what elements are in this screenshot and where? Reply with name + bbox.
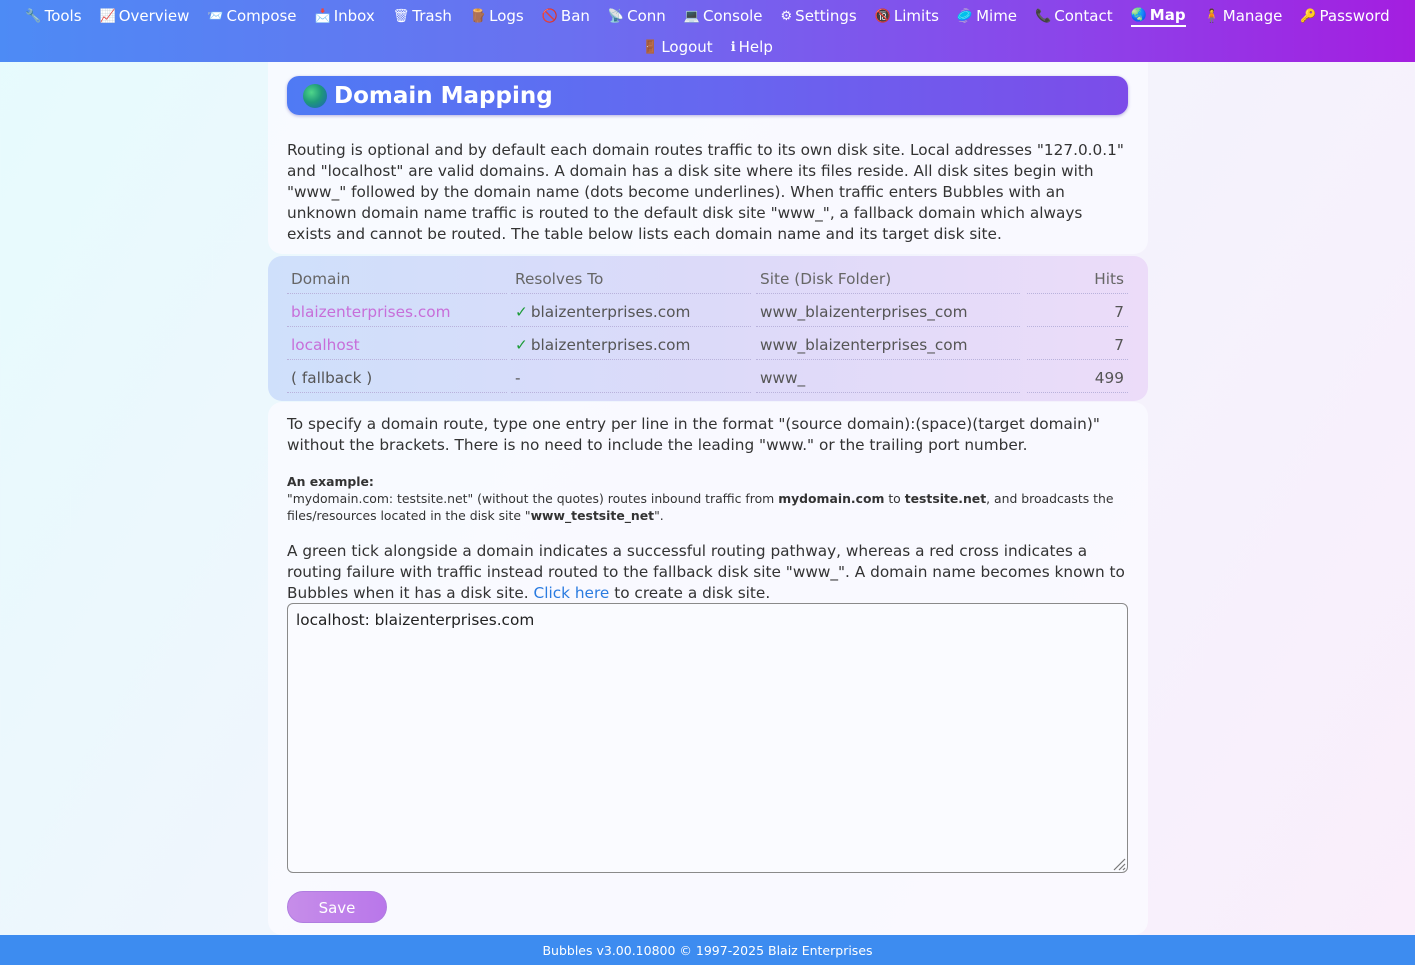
satellite-icon: 📡 — [607, 8, 625, 24]
nav-label: Conn — [627, 7, 666, 25]
nav-row-main — [0, 5, 1415, 27]
globe-icon — [303, 84, 327, 108]
resolves-value: blaizenterprises.com — [530, 336, 691, 354]
example-block — [287, 473, 1129, 524]
example-text — [287, 490, 1129, 524]
disc-icon: 🥏 — [956, 8, 974, 24]
explanation-tail: to create a disk site. — [609, 584, 771, 602]
nav-overview[interactable] — [100, 5, 190, 27]
site-cell: www_blaizenterprises_com — [756, 297, 1020, 327]
nav-manage[interactable] — [1204, 5, 1283, 27]
nav-label: Logs — [489, 7, 524, 25]
hits-cell: 7 — [1027, 297, 1128, 327]
table-row — [287, 330, 1128, 363]
nav-logout[interactable] — [642, 36, 713, 58]
domain-table — [287, 264, 1128, 396]
example-part: to — [884, 491, 905, 506]
ban-icon: 🚫 — [541, 8, 558, 24]
nav-label: Ban — [560, 7, 590, 25]
nav-tools[interactable] — [25, 5, 81, 27]
log-icon: 🪵 — [469, 8, 487, 24]
nav-label: Logout — [661, 38, 713, 56]
footer: Bubbles v3.00.10800 © 1997-2025 Blaiz Enterprises — [0, 935, 1415, 965]
nav-logs[interactable] — [470, 5, 524, 27]
nav-label: Help — [738, 38, 773, 56]
resolves-value: blaizenterprises.com — [530, 303, 691, 321]
example-source: mydomain.com — [778, 491, 885, 506]
instructions-text: To specify a domain route, type one entry per line in the format "(source domain):(space)(target domain)" without the brackets. There is no need to include the leading "www." or the trailing port number. — [287, 415, 1100, 454]
example-target: testsite.net — [904, 491, 987, 506]
table-row — [287, 363, 1128, 396]
routes-textarea[interactable] — [287, 603, 1128, 873]
explanation-text — [287, 541, 1129, 604]
example-part: , and broadcasts the files/resources located in the disk site " — [287, 491, 1114, 523]
save-button[interactable]: Save — [287, 891, 387, 923]
nav-label: Settings — [795, 7, 857, 25]
header-hits: Hits — [1027, 264, 1128, 294]
resolves-cell: - — [511, 363, 751, 393]
nav-ban[interactable] — [542, 5, 590, 27]
laptop-icon: 💻 — [683, 8, 700, 24]
domain-cell: ( fallback ) — [287, 363, 507, 393]
resize-grip-icon[interactable] — [1110, 855, 1126, 871]
compose-icon: 📨 — [207, 8, 224, 24]
page-title: Domain Mapping — [334, 82, 553, 109]
limit-icon: 🔞 — [874, 8, 891, 24]
key-icon: 🔑 — [1300, 8, 1317, 24]
nav-label: Map — [1149, 6, 1186, 24]
nav-label: Inbox — [333, 7, 375, 25]
header-resolves: Resolves To — [511, 264, 751, 294]
hits-cell: 7 — [1027, 330, 1128, 360]
nav-label: Limits — [893, 7, 939, 25]
resolves-cell — [511, 297, 751, 327]
nav-mime[interactable] — [957, 5, 1017, 27]
globe-icon: 🌏 — [1130, 7, 1147, 23]
hits-cell: 499 — [1027, 363, 1128, 393]
nav-map[interactable] — [1131, 5, 1186, 27]
nav-row-secondary — [0, 36, 1415, 58]
nav-inbox[interactable] — [315, 5, 375, 27]
nav-label: Trash — [412, 7, 452, 25]
nav-settings[interactable] — [781, 5, 857, 27]
chart-icon: 📈 — [99, 8, 116, 24]
header-site: Site (Disk Folder) — [756, 264, 1020, 294]
nav-label: Contact — [1054, 7, 1113, 25]
example-part: "mydomain.com: testsite.net" (without the quotes) routes inbound traffic from — [287, 491, 779, 506]
nav-conn[interactable] — [608, 5, 666, 27]
check-icon: ✓ — [515, 336, 528, 354]
nav-label: Manage — [1222, 7, 1283, 25]
nav-label: Compose — [226, 7, 297, 25]
nav-label: Console — [702, 7, 763, 25]
header-domain: Domain — [287, 264, 507, 294]
site-cell: www_blaizenterprises_com — [756, 330, 1020, 360]
domain-cell — [287, 297, 507, 327]
nav-label: Overview — [118, 7, 190, 25]
intro-text: Routing is optional and by default each domain routes traffic to its own disk site. Local addresses "127.0.0.1" and "localhost" are valid domains. A domain has a disk site where its files reside. All disk sites begin with "www_" followed by the domain name (dots become underlines). When traffic enters Bubbles with an unknown domain name traffic is routed to the default disk site "www_", a fallback domain which always exists and cannot be routed. The table below lists each domain name and its target disk site. — [287, 141, 1124, 243]
nav-help[interactable] — [731, 36, 773, 58]
top-nav — [0, 0, 1415, 62]
info-icon: ℹ — [730, 39, 736, 55]
check-icon: ✓ — [515, 303, 528, 321]
nav-label: Mime — [976, 7, 1018, 25]
door-icon: 🚪 — [642, 39, 659, 55]
table-row — [287, 297, 1128, 330]
nav-limits[interactable] — [875, 5, 939, 27]
example-site: www_testsite_net — [530, 508, 655, 523]
nav-password[interactable] — [1300, 5, 1389, 27]
person-icon: 🧍 — [1203, 8, 1220, 24]
site-cell: www_ — [756, 363, 1020, 393]
domain-link[interactable]: localhost — [291, 336, 360, 354]
table-header — [287, 264, 1128, 297]
create-disk-site-link[interactable]: Click here — [533, 584, 610, 602]
resolves-cell — [511, 330, 751, 360]
nav-console[interactable] — [684, 5, 763, 27]
explanation-body: A green tick alongside a domain indicates a successful routing pathway, whereas a red cross indicates a routing failure with traffic instead routed to the fallback disk site "www_". A domain name becomes known to Bubbles when it has a disk site. — [287, 542, 1125, 602]
example-heading: An example: — [287, 474, 374, 489]
domain-link[interactable]: blaizenterprises.com — [291, 303, 451, 321]
nav-trash[interactable] — [393, 5, 452, 27]
phone-icon: 📞 — [1035, 8, 1052, 24]
gear-icon: ⚙ — [780, 8, 793, 24]
domain-cell — [287, 330, 507, 360]
example-part: ". — [654, 508, 664, 523]
nav-label: Tools — [44, 7, 82, 25]
inbox-icon: 📩 — [314, 8, 331, 24]
nav-label: Password — [1319, 7, 1390, 25]
title-bar — [287, 76, 1128, 115]
trash-icon: 🗑 — [392, 8, 410, 24]
nav-contact[interactable] — [1035, 5, 1113, 27]
wrench-icon: 🔧 — [25, 8, 42, 24]
nav-compose[interactable] — [207, 5, 296, 27]
